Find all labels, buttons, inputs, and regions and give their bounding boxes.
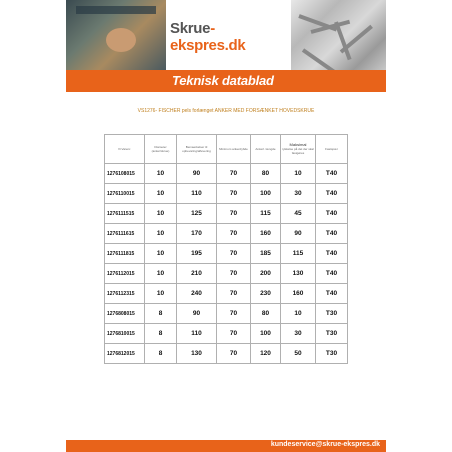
cell-d: 10 (145, 284, 177, 304)
cell-al: 185 (251, 244, 281, 264)
table-header-row (105, 135, 348, 164)
cell-al: 80 (251, 164, 281, 184)
cell-drive: T30 (316, 304, 348, 324)
table-row (105, 304, 348, 324)
column-header-note: Vr.Varenr. (117, 147, 131, 151)
cell-d: 8 (145, 324, 177, 344)
cell-drive: T40 (316, 224, 348, 244)
column-header (251, 135, 281, 164)
cell-num: 1276111815 (105, 244, 145, 264)
cell-max: 115 (281, 244, 316, 264)
cell-num: 1276812015 (105, 344, 145, 364)
column-header-note: Ankerl. længde (255, 147, 276, 151)
cell-num: 1276111515 (105, 204, 145, 224)
logo-domain: -ekspres.dk (170, 20, 246, 54)
cell-d: 10 (145, 184, 177, 204)
table-row (105, 264, 348, 284)
cell-drive: T30 (316, 324, 348, 344)
cell-d: 10 (145, 244, 177, 264)
cell-drive: T40 (316, 164, 348, 184)
column-header (177, 135, 217, 164)
cell-al: 100 (251, 184, 281, 204)
cell-d: 8 (145, 304, 177, 324)
logo (170, 20, 290, 54)
cell-al: 120 (251, 344, 281, 364)
logo-name: Skrue (170, 20, 211, 37)
cell-a: 70 (217, 164, 251, 184)
column-header (281, 135, 316, 164)
cell-drive: T40 (316, 204, 348, 224)
footer (66, 440, 386, 452)
cell-l: 125 (177, 204, 217, 224)
cell-d: 10 (145, 204, 177, 224)
table-row (105, 164, 348, 184)
cell-l: 240 (177, 284, 217, 304)
cell-max: 30 (281, 184, 316, 204)
cell-al: 230 (251, 284, 281, 304)
column-header-note: Bemaerkelser til opbevaring/aflevering (182, 145, 211, 153)
cell-max: 10 (281, 164, 316, 184)
tools-photo (66, 0, 166, 70)
cell-num: 1276111615 (105, 224, 145, 244)
cell-drive: T40 (316, 184, 348, 204)
contact-email[interactable]: kundeservice@skrue-ekspres.dk (270, 441, 380, 448)
cell-max: 45 (281, 204, 316, 224)
table-row (105, 224, 348, 244)
cell-num: 1276808015 (105, 304, 145, 324)
cell-d: 10 (145, 264, 177, 284)
cell-l: 110 (177, 324, 217, 344)
table-row (105, 244, 348, 264)
cell-al: 100 (251, 324, 281, 344)
cell-num: 1276112315 (105, 284, 145, 304)
cell-drive: T40 (316, 244, 348, 264)
column-header-note: Fastspær (325, 147, 338, 151)
cell-a: 70 (217, 244, 251, 264)
table-row (105, 204, 348, 224)
cell-a: 70 (217, 304, 251, 324)
column-header (145, 135, 177, 164)
cell-al: 80 (251, 304, 281, 324)
cell-l: 210 (177, 264, 217, 284)
header (66, 0, 386, 70)
table-row (105, 184, 348, 204)
document-title: VS1276- FISCHER pels forlænget ANKER MED FORSÆNKET HOVEDSKRUE (137, 108, 315, 114)
table-row (105, 324, 348, 344)
cell-a: 70 (217, 344, 251, 364)
cell-a: 70 (217, 224, 251, 244)
column-header-note: tykkelse på det der skal fastgøres (282, 147, 314, 155)
column-header (316, 135, 348, 164)
cell-a: 70 (217, 184, 251, 204)
cell-a: 70 (217, 204, 251, 224)
screws-photo (291, 0, 386, 70)
cell-max: 30 (281, 324, 316, 344)
cell-a: 70 (217, 264, 251, 284)
cell-drive: T40 (316, 284, 348, 304)
table-row (105, 284, 348, 304)
cell-d: 10 (145, 224, 177, 244)
cell-num: 1276112015 (105, 264, 145, 284)
cell-al: 200 (251, 264, 281, 284)
cell-max: 90 (281, 224, 316, 244)
cell-l: 170 (177, 224, 217, 244)
column-header-note: Minimum ankerdybde (219, 147, 248, 151)
cell-drive: T40 (316, 264, 348, 284)
spec-table (104, 134, 348, 364)
column-header-note: Diameter (anker/skrue) (151, 145, 170, 153)
cell-num: 1276810015 (105, 324, 145, 344)
column-header (105, 135, 145, 164)
cell-drive: T30 (316, 344, 348, 364)
cell-d: 8 (145, 344, 177, 364)
cell-l: 110 (177, 184, 217, 204)
cell-num: 1276110015 (105, 184, 145, 204)
cell-max: 160 (281, 284, 316, 304)
cell-num: 1276108015 (105, 164, 145, 184)
cell-l: 90 (177, 304, 217, 324)
cell-d: 10 (145, 164, 177, 184)
cell-a: 70 (217, 284, 251, 304)
table-body (105, 164, 348, 364)
column-header-title: Maksimal (289, 142, 307, 147)
cell-max: 50 (281, 344, 316, 364)
cell-max: 130 (281, 264, 316, 284)
table-row (105, 344, 348, 364)
cell-l: 90 (177, 164, 217, 184)
cell-max: 10 (281, 304, 316, 324)
cell-a: 70 (217, 324, 251, 344)
cell-l: 130 (177, 344, 217, 364)
cell-al: 115 (251, 204, 281, 224)
banner (66, 70, 386, 92)
cell-al: 160 (251, 224, 281, 244)
cell-l: 195 (177, 244, 217, 264)
column-header (217, 135, 251, 164)
banner-title: Teknisk datablad (172, 73, 274, 88)
